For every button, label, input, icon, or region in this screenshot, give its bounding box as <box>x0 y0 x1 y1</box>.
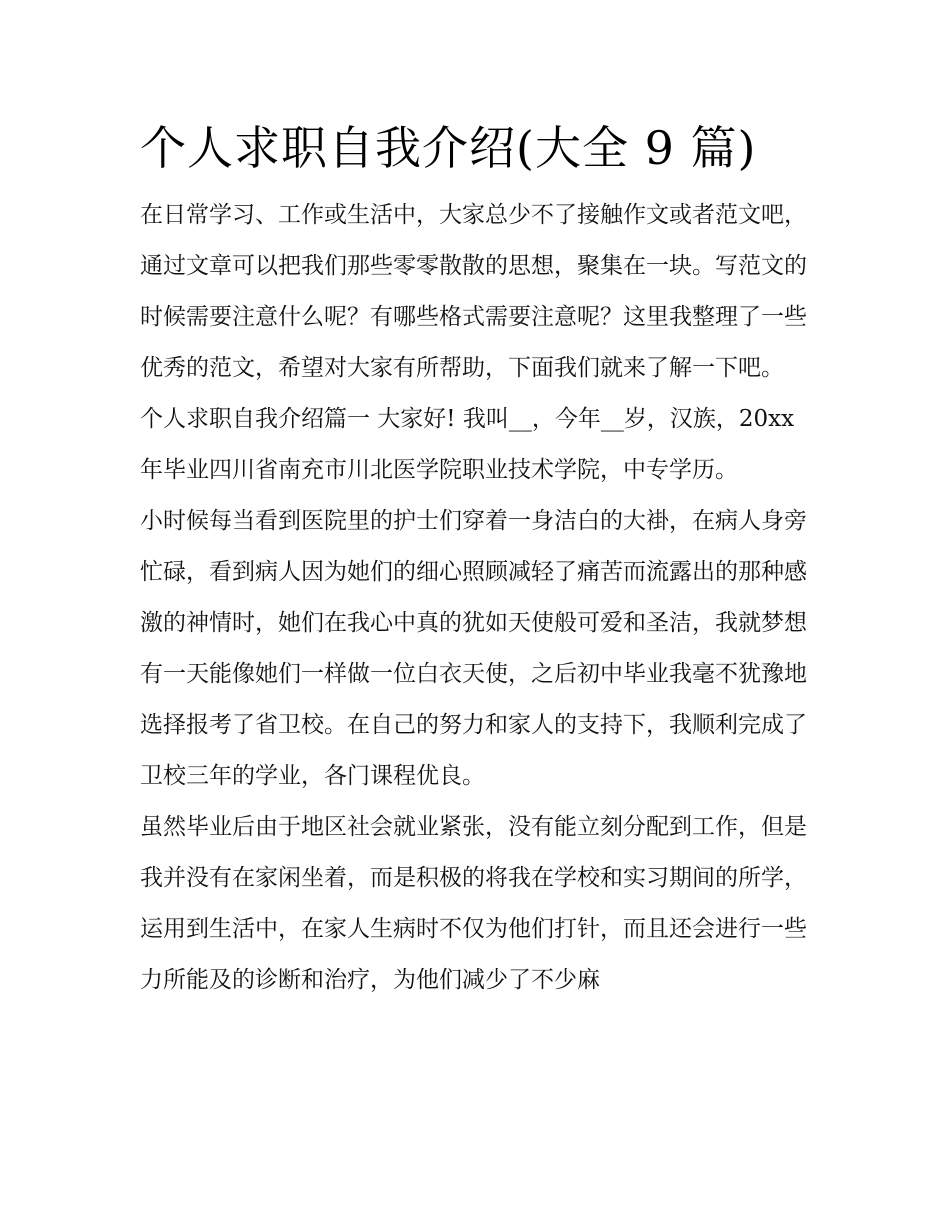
paragraph-after-graduation: 虽然毕业后由于地区社会就业紧张，没有能立刻分配到工作，但是我并没有在家闲坐着，而是积极的将我在学校和实习期间的所学，运用到生活中，在家人生病时不仅为他们打针，而且还会进行一些力所能及的诊断和治疗，为他们减少了不少麻 <box>140 814 807 993</box>
paragraph-intro: 在日常学习、工作或生活中，大家总少不了接触作文或者范文吧，通过文章可以把我们那些零零散散的思想，聚集在一块。写范文的时候需要注意什么呢？有哪些格式需要注意呢？这里我整理了一些优秀的范文，希望对大家有所帮助，下面我们就来了解一下吧。 <box>140 202 807 381</box>
paragraph-childhood: 小时候每当看到医院里的护士们穿着一身洁白的大褂，在病人身旁忙碌，看到病人因为她们的细心照顾减轻了痛苦而流露出的那种感激的神情时，她们在我心中真的犹如天使般可爱和圣洁，我就梦想有一天能像她们一样做一位白衣天使，之后初中毕业我毫不犹豫地选择报考了省卫校。在自己的努力和家人的支持下，我顺利完成了卫校三年的学业，各门课程优良。 <box>140 508 807 789</box>
document-title: 个人求职自我介绍(大全 9 篇) <box>140 121 757 175</box>
paragraph-self-introduction: 个人求职自我介绍篇一 大家好! 我叫__，今年__岁，汉族，20xx 年毕业四川省南充市川北医学院职业技术学院，中专学历。 <box>140 406 795 483</box>
document-body <box>140 112 820 1006</box>
